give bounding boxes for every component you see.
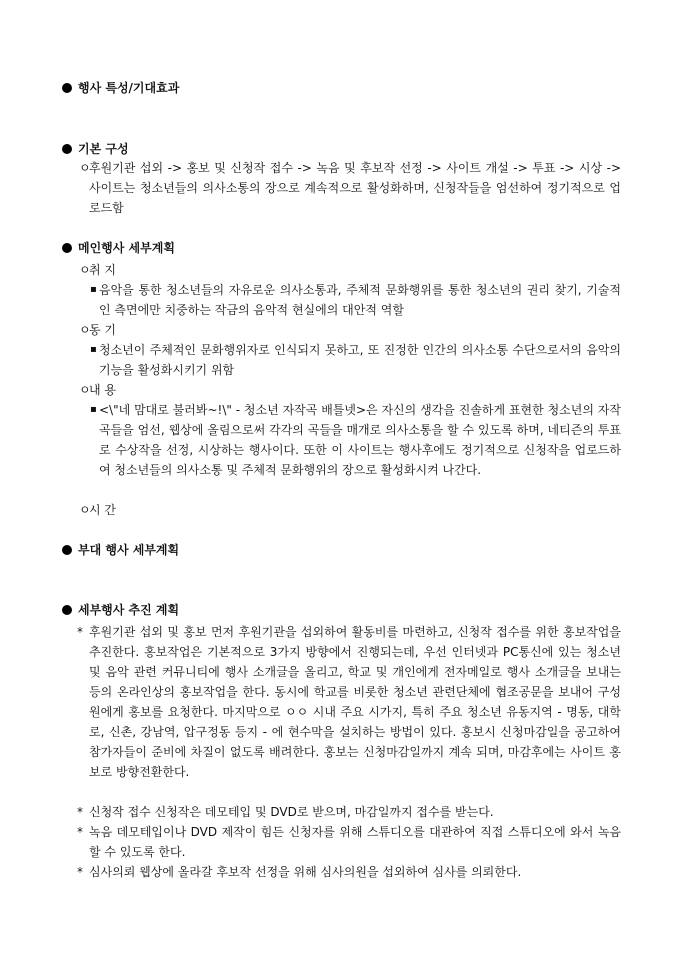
- heading-promotion: 세부행사 추진 계획: [62, 602, 179, 618]
- heading-main-event: 메인행사 세부계획: [62, 240, 175, 256]
- purpose-label: 취 지: [89, 263, 116, 277]
- heading-features: 행사 특성/기대효과: [62, 80, 179, 96]
- bullet-dot-icon: [62, 545, 72, 555]
- heading-basic: 기본 구성: [62, 141, 129, 157]
- star-marker: *: [77, 805, 83, 819]
- motive-text: 청소년이 주체적인 문화행위자로 인식되지 못하고, 또 진정한 인간의 의사소통 수단으로서의 음악의 기능을 활성화시키기 위함: [99, 343, 621, 377]
- promotion-item-2: 신청작 접수 신청작은 데모테입 및 DVD로 받으며, 마감일까지 접수를 받는다.: [89, 805, 494, 819]
- purpose-text: 음악을 통한 청소년들의 자유로운 의사소통과, 주체적 문화행위를 통한 청소년의 권리 찾기, 기술적인 측면에만 치중하는 작금의 음악적 현실에의 대안적 역할: [99, 283, 621, 317]
- square-bullet: ▪: [90, 284, 97, 295]
- motive-label: 동 기: [89, 323, 116, 337]
- bullet-dot-icon: [62, 83, 72, 93]
- circle-marker: ㅇ: [79, 323, 91, 337]
- content-label: 내 용: [89, 383, 116, 397]
- heading-sub-event: 부대 행사 세부계획: [62, 542, 179, 558]
- circle-marker: ㅇ: [79, 263, 91, 277]
- promotion-item-1: 후원기관 섭외 및 홍보 먼저 후원기관을 섭외하여 활동비를 마련하고, 신청작 접수를 위한 홍보작업을 추진한다. 홍보작업은 기본적으로 3가지 방향에서 진행되는데, 우선 인터넷과 PC통신에 있는 청소년 및 음악 관련 커뮤니티에 행사 소개글을 올리고, 학교 및 개인에게 전자메일로 행사 소개글을 보내는 등의 온라인상의 홍보작업을 한다. 동시에 학교를 비롯한 청소년 관련단체에 협조공문을 보내어 구성원에게 홍보를 요청한다. 마지막으로 ㅇㅇ 시내 주요 시가지, 특히 주요 청소년 유동지역 - 명동, 대학로, 신촌, 강남역, 압구정동 등지 - 에 현수막을 설치하는 방법이 있다. 홍보시 신청마감일을 공고하여 참가자들이 준비에 차질이 없도록 배려한다. 홍보는 신청마감일까지 계속 되며, 마감후에는 사이트 홍보로 방향전환한다.: [89, 625, 621, 779]
- basic-text: 후원기관 섭외 -> 홍보 및 신청작 접수 -> 녹음 및 후보작 선정 -> 사이트 개설 -> 투표 -> 시상 -> 사이트는 청소년들의 의사소통의 장으로 계속적으로 활성화하며, 신청작들을 엄선하여 정기적으로 업로드함: [89, 161, 621, 215]
- circle-marker: ㅇ: [79, 383, 91, 397]
- star-marker: *: [77, 825, 83, 839]
- circle-marker: ㅇ: [79, 161, 91, 175]
- time-label: 시 간: [89, 503, 116, 517]
- square-bullet: ▪: [90, 404, 97, 415]
- bullet-dot-icon: [62, 605, 72, 615]
- promotion-item-3: 녹음 데모테입이나 DVD 제작이 힘든 신청자를 위해 스튜디오를 대관하여 직접 스튜디오에 와서 녹음할 수 있도록 한다.: [89, 825, 621, 859]
- circle-marker: ㅇ: [79, 503, 91, 517]
- star-marker: *: [77, 865, 83, 879]
- star-marker: *: [77, 625, 83, 639]
- promotion-item-4: 심사의뢰 웹상에 올라갈 후보작 선정을 위해 심사의원을 섭외하여 심사를 의뢰한다.: [89, 865, 522, 879]
- bullet-dot-icon: [62, 243, 72, 253]
- bullet-dot-icon: [62, 144, 72, 154]
- square-bullet: ▪: [90, 344, 97, 355]
- content-text: <\"네 맘대로 불러봐~!\" - 청소년 자작곡 배틀넷>은 자신의 생각을 진솔하게 표현한 청소년의 자작곡들을 엄선, 웹상에 올림으로써 각각의 곡들을 매개로 의사소통을 할 수 있도록 하며, 네티즌의 투표로 수상작을 선정, 시상하는 행사이다. 또한 이 사이트는 행사후에도 정기적으로 신청작을 업로드하여 청소년들의 의사소통 및 주체적 문화행위의 장으로 활성화시켜 나간다.: [99, 403, 621, 477]
